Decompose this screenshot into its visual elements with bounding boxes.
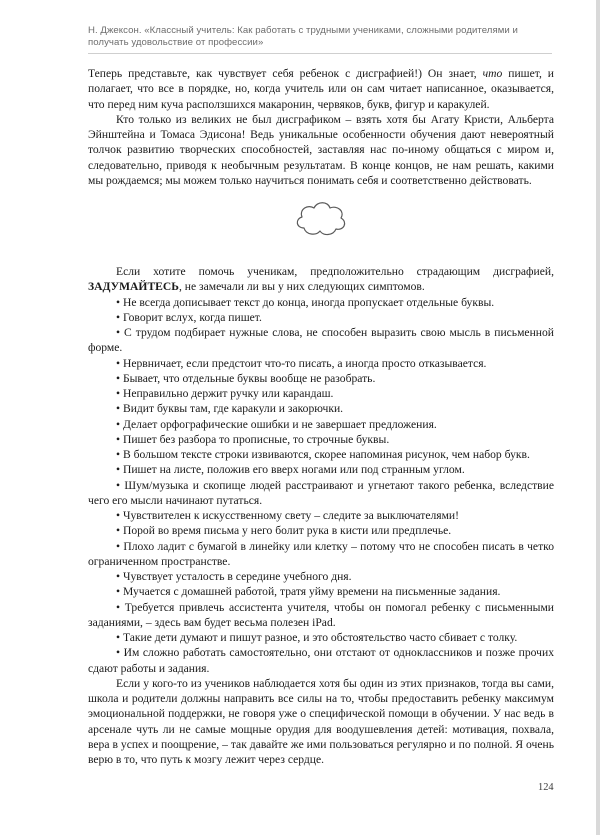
list-item: • Мучается с домашней работой, тратя уйму времени на письменные задания.: [116, 585, 501, 599]
running-header: Н. Джексон. «Классный учитель: Как работать с трудными учениками, сложными родителями и получать удовольствие от профессии»: [88, 25, 518, 49]
closing-paragraph: Если у кого-то из учеников наблюдается хотя бы один из этих признаков, тогда вы сами, школа и родители должны направить все силы на то, чтобы предоставить ребенку максимум эмоциональной поддержки, не говоря уже о специфической помощи в обучении. У нас ведь в арсенале чуть ли не самые мощные орудия для воодушевления детей: мотивация, похвала, вера в успех и поощрение, – так давайте же ими пользоваться регулярно и по полной. Я очень верю в то, что путь к мозгу лежит через сердце.: [88, 676, 554, 766]
list-item: • Нервничает, если предстоит что-то писать, а иногда просто отказывается.: [116, 356, 487, 370]
paragraph: Кто только из великих не был дисграфиком – взять хотя бы Агату Кристи, Альберта Эйнштейна и Томаса Эдисона! Ведь уникальные особенности обучения дают невероятный толчок развитию творческих способностей, заставляя нас по-иному общаться с миром и, следовательно, приводя к необычным результатам. В конце концов, не нам решать, какими мы рождаемся; мы можем только научиться понимать себя и соответственно действовать.: [88, 112, 554, 187]
list-item: • Чувствителен к искусственному свету – следите за выключателями!: [116, 509, 459, 522]
text-run: Теперь представьте, как чувствует себя ребенок с дисграфией!) Он знает,: [88, 67, 483, 80]
text-run: пишет, и полагает, что все в порядке, но, когда учитель или он сам читает написанное, оказывается, что перед ним куча расползшихся макаронин, червяков, букв, фигур и каракулей.: [88, 67, 555, 111]
list-item: • Им сложно работать самостоятельно, они отстают от одноклассников и позже прочих сдают работы и задания.: [88, 646, 554, 675]
list-item: • В большом тексте строки извиваются, скорее напоминая рисунок, чем набор букв.: [116, 448, 530, 461]
list-item: • Требуется привлечь ассистента учителя, чтобы он помогал ребенку с письменными заданиями, – здесь вам будет весьма полезен iPad.: [88, 600, 554, 629]
intro-text: [88, 66, 554, 188]
page-edge: [596, 0, 600, 835]
text-run: , не замечали ли вы у них следующих симптомов.: [178, 280, 425, 294]
list-item: • Шум/музыка и скопище людей расстраивают и угнетают такого ребенка, вследствие чего его мысли начинают путаться.: [88, 478, 554, 507]
list-item: • Пишет без разбора то прописные, то строчные буквы.: [116, 432, 390, 446]
list-item: • Неправильно держит ручку или карандаш.: [116, 387, 334, 400]
symptoms-lead: [88, 264, 554, 295]
list-item: • Говорит вслух, когда пишет.: [116, 310, 262, 324]
list-item: • Делает орфографические ошибки и не завершает предложения.: [116, 417, 437, 431]
page-number: 124: [538, 782, 554, 793]
list-item: • С трудом подбирает нужные слова, не способен выразить свою мысль в письменной форме.: [88, 326, 554, 355]
list-item: • Чувствует усталость в середине учебного дня.: [116, 570, 352, 583]
text-run: Если хотите помочь ученикам, предположительно страдающим дисграфией,: [116, 265, 554, 278]
paragraph: [88, 66, 554, 112]
header-divider: [88, 53, 552, 54]
strong-text: ЗАДУМАЙТЕСЬ: [88, 280, 179, 294]
list-item: • Пишет на листе, положив его вверх ногами или под странным углом.: [116, 463, 465, 477]
list-item: • Порой во время письма у него болит рука в кисти или предплечье.: [116, 524, 452, 538]
list-item: • Такие дети думают и пишут разное, и это обстоятельство часто сбивает с толку.: [116, 631, 518, 644]
thought-cloud-icon: [292, 198, 350, 242]
symptoms-section: [88, 264, 554, 767]
list-item: • Не всегда дописывает текст до конца, иногда пропускает отдельные буквы.: [116, 295, 495, 309]
emphasis: что: [482, 67, 503, 80]
list-item: • Бывает, что отдельные буквы вообще не разобрать.: [116, 371, 376, 385]
list-item: • Видит буквы там, где каракули и закорючки.: [116, 402, 344, 416]
list-item: • Плохо ладит с бумагой в линейку или клетку – потому что не способен писать в четко ограниченном пространстве.: [88, 539, 554, 568]
